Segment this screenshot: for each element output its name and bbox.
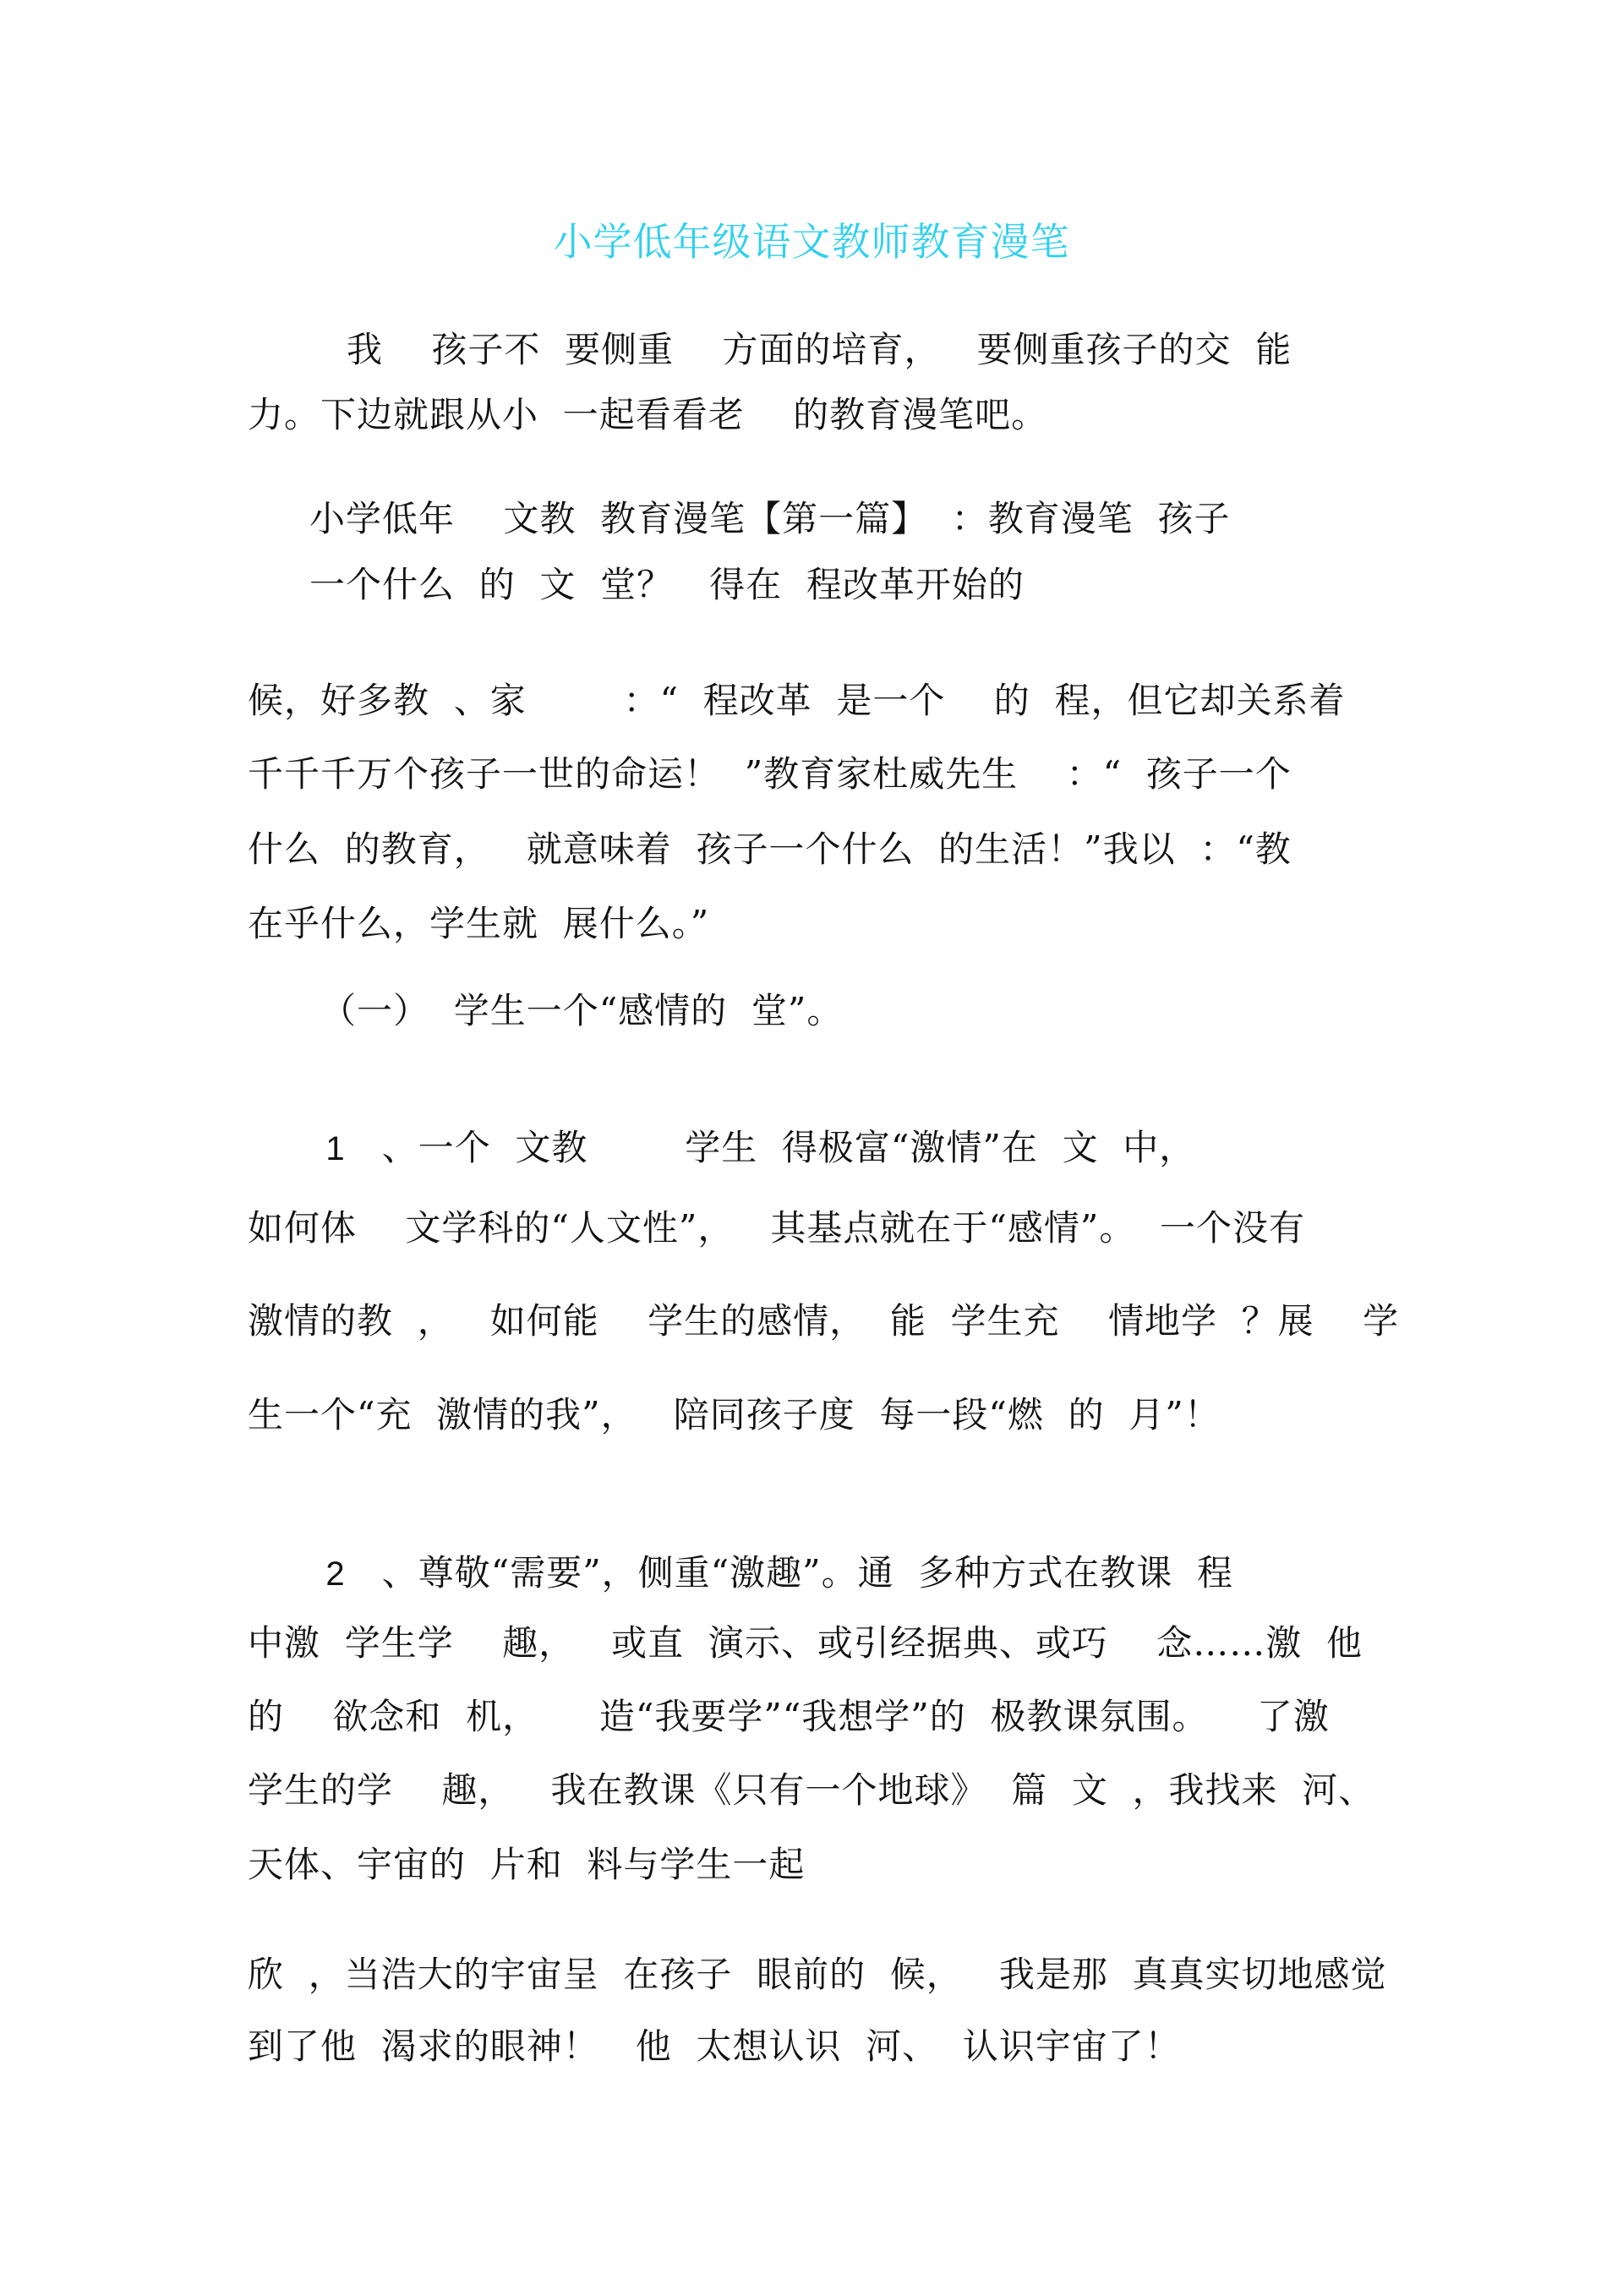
- intro-line-2: 力。下边就跟从小 一起看看老 的教育漫笔吧。: [248, 394, 1048, 435]
- paragraph-2-line-1: 如何体 文学科的“人文性”， 其基点就在于“感情”。 一个没有: [248, 1207, 1306, 1249]
- paragraph-3-line-1: 中激 学生学 趣， 或直 演示、或引经据典、或巧 念……激 他: [248, 1622, 1363, 1664]
- paragraph-2-line-2: 激情的教 ， 如何能 学生的感情， 能 学生充 情地学 ？展 学: [248, 1300, 1400, 1342]
- paragraph-4-line-1: 欣 ，当浩大的宇宙呈 在孩子 眼前的 候， 我是那 真真实切地感觉: [248, 1954, 1387, 1995]
- section-heading-line-1: 小学低年 文教 教育漫笔【第一篇】 ：教育漫笔 孩子: [309, 498, 1231, 539]
- paragraph-4-line-2: 到了他 渴求的眼神！ 他 太想认识 河、 认识宇宙了！: [248, 2025, 1181, 2067]
- paragraph-3-line-2: 的 欲念和 机， 造“我要学”“我想学”的 极教课氛围。 了激: [248, 1696, 1330, 1737]
- subheading-1: （一） 学生一个“感情的 堂”。: [320, 990, 844, 1031]
- document-title: 小学低年级语文教师教育漫笔: [553, 219, 1070, 265]
- paragraph-1-line-1: 候，好多教 、家 ：“ 程改革 是一个 的 程，但它却关系着: [248, 680, 1346, 721]
- paragraph-1-line-4: 在乎什么，学生就 展什么。”: [248, 903, 710, 944]
- paragraph-1-line-2: 千千千万个孩子一世的命运！ ”教育家杜威先生 ：“ 孩子一个: [248, 753, 1292, 795]
- item-2-number: 2: [325, 1555, 346, 1593]
- item-1-text: 、一个 文教 学生 得极富“激情”在 文 中，: [381, 1127, 1196, 1168]
- paragraph-2-line-3: 生一个“充 激情的我”， 陪同孩子度 每一段“燃 的 月”！: [248, 1394, 1221, 1435]
- section-heading-line-2: 一个什么 的 文 堂？ 得在 程改革开始的: [309, 564, 1025, 605]
- item-1-number: 1: [325, 1130, 346, 1167]
- item-2: [277, 1507, 1233, 1640]
- item-1: [277, 1082, 1195, 1215]
- intro-line-1: 我 孩子不 要侧重 方面的培育， 要侧重孩子的交 能: [347, 329, 1292, 370]
- paragraph-3-line-3: 学生的学 趣， 我在教课《只有一个地球》 篇 文 ，我找来 河、: [248, 1769, 1375, 1811]
- paragraph-1-line-3: 什么 的教育， 就意味着 孩子一个什么 的生活！”我以 ：“教: [248, 828, 1292, 870]
- item-2-text: 、尊敬“需要”，侧重“激趣”。通 多种方式在教课 程: [381, 1552, 1234, 1594]
- paragraph-3-line-4: 天体、宇宙的 片和 料与学生一起: [248, 1844, 806, 1885]
